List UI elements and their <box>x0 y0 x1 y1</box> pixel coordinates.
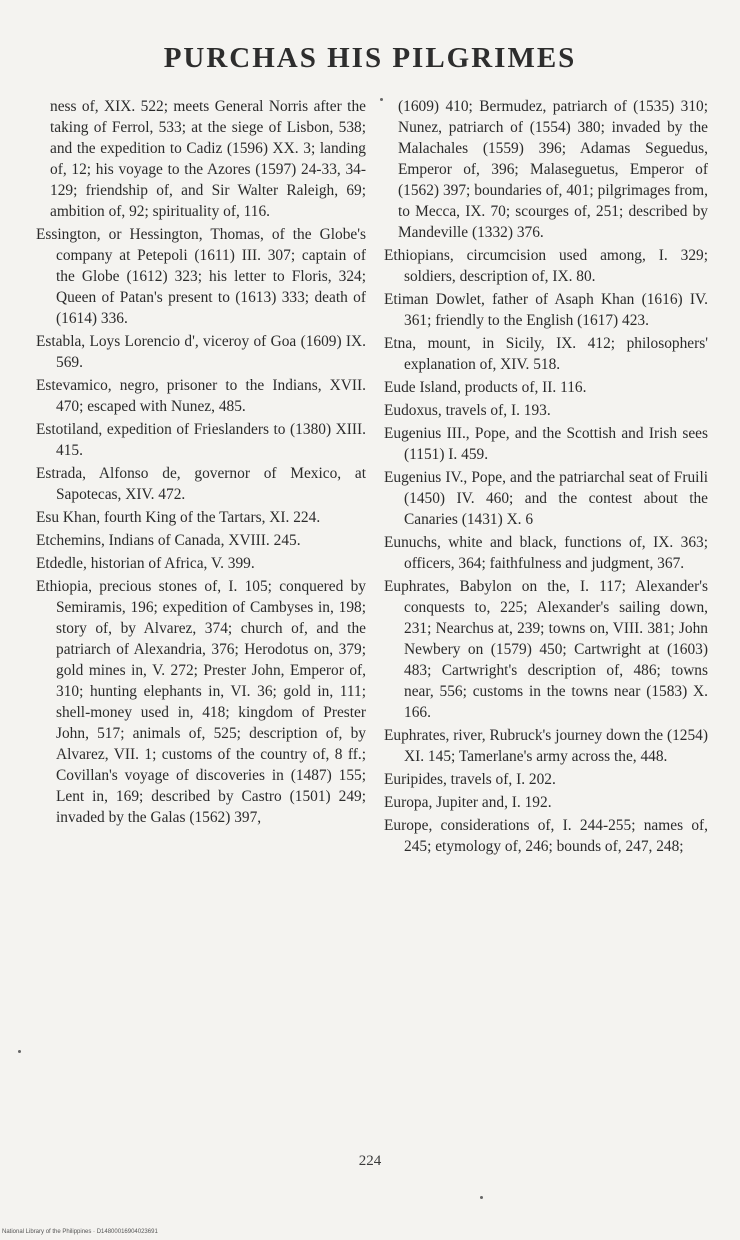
index-entry: Eugenius III., Pope, and the Scottish and Irish sees (1151) I. 459. <box>384 425 708 463</box>
index-entry: Eugenius IV., Pope, and the patriarchal seat of Fruili (1450) IV. 460; and the contest about the Canaries (1431) X. 6 <box>384 469 708 528</box>
index-entry: Esu Khan, fourth King of the Tartars, XI. 224. <box>36 509 321 526</box>
index-entry: (1609) 410; Bermudez, patriarch of (1535) 310; Nunez, patriarch of (1554) 380; invaded by the Malachales (1559) 396; Adamas Seguedus, Emperor of, 396; Malaseguetus, Emperor of (1562) 397; boundaries of, 401; pilgrimages from, to Mecca, IX. 70; scourges of, 251; described by Mandeville (1332) 376. <box>398 98 708 241</box>
index-entry: ness of, XIX. 522; meets General Norris after the taking of Ferrol, 533; at the siege of Lisbon, 538; and the expedition to Cadiz (1596) XX. 3; landing of, 12; his voyage to the Azores (1597) 24-33, 34-129; friendship of, and Sir Walter Raleigh, 69; ambition of, 92; spirituality of, 116. <box>50 98 366 220</box>
scan-speck <box>18 1050 21 1053</box>
scan-speck <box>480 1196 483 1199</box>
index-entry: Euripides, travels of, I. 202. <box>384 771 556 788</box>
index-entry: Estevamico, negro, prisoner to the Indians, XVII. 470; escaped with Nunez, 485. <box>36 377 366 415</box>
index-entry: Eudoxus, travels of, I. 193. <box>384 402 551 419</box>
right-column <box>384 96 708 859</box>
index-entry: Etiman Dowlet, father of Asaph Khan (1616) IV. 361; friendly to the English (1617) 423. <box>384 291 708 329</box>
index-entry: Ethiopians, circumcision used among, I. 329; soldiers, description of, IX. 80. <box>384 247 708 285</box>
index-entry: Etdedle, historian of Africa, V. 399. <box>36 555 255 572</box>
index-entry: Essington, or Hessington, Thomas, of the Globe's company at Petepoli (1611) III. 307; captain of the Globe (1612) 323; his letter to Floris, 324; Queen of Patan's present to (1613) 333; death of (1614) 336. <box>36 226 366 327</box>
scan-footer: National Library of the Philippines · D14800016904023691 <box>2 1229 158 1235</box>
page-number: 224 <box>358 1153 382 1169</box>
index-entry: Europe, considerations of, I. 244-255; names of, 245; etymology of, 246; bounds of, 247, 248; <box>384 817 708 855</box>
index-entry: Etchemins, Indians of Canada, XVIII. 245. <box>36 532 301 549</box>
left-column <box>36 96 366 830</box>
index-entry: Ethiopia, precious stones of, I. 105; conquered by Semiramis, 196; expedition of Cambyses in, 198; story of, by Alvarez, 374; church of, and the patriarch of Alexandria, 376; Herodotus on, 379; gold mines in, V. 272; Prester John, Emperor of, 310; hunting elephants in, VI. 36; gold in, 111; shell-money used in, 418; kingdom of Prester John, 517; animals of, 525; description of, by Alvarez, VII. 1; customs of the country of, 8 ff.; Covillan's voyage of discoveries in (1487) 155; Lent in, 169; described by Castro (1501) 249; invaded by the Galas (1562) 397, <box>36 578 366 826</box>
index-entry: Estotiland, expedition of Frieslanders to (1380) XIII. 415. <box>36 421 366 459</box>
index-entry: Eude Island, products of, II. 116. <box>384 379 587 396</box>
index-entry: Euphrates, river, Rubruck's journey down the (1254) XI. 145; Tamerlane's army across the, 448. <box>384 727 708 765</box>
index-entry: Europa, Jupiter and, I. 192. <box>384 794 552 811</box>
index-entry: Estrada, Alfonso de, governor of Mexico, at Sapotecas, XIV. 472. <box>36 465 366 503</box>
page-title: PURCHAS HIS PILGRIMES <box>163 42 577 74</box>
index-entry: Eunuchs, white and black, functions of, IX. 363; officers, 364; faithfulness and judgment, 367. <box>384 534 708 572</box>
index-entry: Establa, Loys Lorencio d', viceroy of Goa (1609) IX. 569. <box>36 333 366 371</box>
scan-speck <box>380 98 383 101</box>
index-entry: Euphrates, Babylon on the, I. 117; Alexander's conquests to, 225; Alexander's sailing down, 231; Nearchus at, 239; towns on, VIII. 381; John Newbery on (1579) 450; Cartwright at (1603) 483; Cartwright's description of, 486; towns near, 556; customs in the towns near (1583) X. 166. <box>384 578 708 721</box>
index-entry: Etna, mount, in Sicily, IX. 412; philosophers' explanation of, XIV. 518. <box>384 335 708 373</box>
